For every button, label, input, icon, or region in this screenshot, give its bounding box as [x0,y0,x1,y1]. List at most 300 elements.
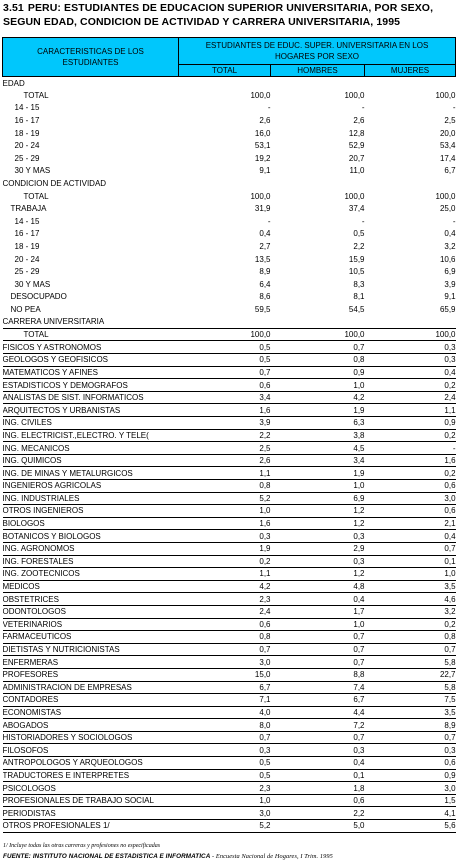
row-label: ING. MECANICOS [3,442,179,455]
cell-hombres: 5,0 [271,820,365,833]
table-row [3,454,456,467]
cell-mujeres [365,77,456,90]
cell-mujeres: 2,5 [444,116,456,126]
cell-total: 59,5 [254,304,271,314]
cell-mujeres: 3,0 [365,782,456,795]
table-row [3,127,456,140]
cell-total: 8,0 [179,719,271,732]
row-label: PSICOLOGOS [3,782,179,795]
cell-mujeres: - [365,442,456,455]
row-label: 20 - 24 [14,141,40,151]
cell-hombres: 100,0 [344,191,365,201]
table-row [3,530,456,543]
row-label: 25 - 29 [14,153,40,163]
row-label: 14 - 15 [14,103,40,113]
cell-hombres: 2,2 [271,807,365,820]
table-row [3,719,456,732]
row-label: 30 Y MAS [14,279,51,289]
cell-total: 2,6 [259,116,271,126]
table-body [3,77,456,833]
table-row [3,354,456,367]
cell-mujeres [365,316,456,329]
title-text-1: PERU: ESTUDIANTES DE EDUCACION SUPERIOR UNIVERSITARIA, POR SEXO, [27,2,434,14]
col-header-hombres: HOMBRES [271,65,365,77]
cell-hombres: 1,9 [271,467,365,480]
row-label: ING. ELECTRICIST.,ELECTRO. Y TELE( [3,429,179,442]
cell-total: 16,0 [254,128,271,138]
table-row [3,404,456,417]
table-row [3,542,456,555]
row-label: CARRERA UNIVERSITARIA [3,316,179,329]
cell-hombres: 1,8 [271,782,365,795]
cell-total: 5,2 [179,492,271,505]
cell-hombres: 0,7 [271,341,365,354]
cell-total: 2,7 [259,242,271,252]
cell-total: - [267,216,271,226]
table-row [3,391,456,404]
table-row [3,505,456,518]
cell-total: 0,2 [179,555,271,568]
cell-mujeres: 0,2 [365,429,456,442]
cell-mujeres: 65,9 [439,304,456,314]
cell-hombres: 0,1 [271,769,365,782]
cell-hombres: 2,9 [271,542,365,555]
table-row [3,757,456,770]
cell-hombres: 2,2 [353,242,365,252]
cell-mujeres: 7,5 [365,694,456,707]
cell-total: 0,4 [259,229,271,239]
table-row [3,492,456,505]
table-row [3,341,456,354]
cell-mujeres: 100,0 [365,328,456,341]
cell-mujeres: 10,6 [439,254,456,264]
table-row [3,240,456,253]
stub-header: CARACTERISTICAS DE LOS ESTUDIANTES [3,38,179,77]
cell-total: 4,2 [179,580,271,593]
row-label: FISICOS Y ASTRONOMOS [3,341,179,354]
source-label: FUENTE: INSTITUTO NACIONAL DE ESTADISTICA E INFORMATICA [3,853,211,860]
cell-total: 3,0 [179,807,271,820]
row-label: ING. CIVILES [3,417,179,430]
cell-hombres: 0,5 [353,229,365,239]
row-label: ODONTOLOGOS [3,605,179,618]
cell-mujeres: 0,3 [365,744,456,757]
cell-hombres: 4,2 [271,391,365,404]
cell-total: 2,2 [179,429,271,442]
cell-mujeres: 17,4 [439,153,456,163]
row-label: ING. ZOOTECNICOS [3,568,179,581]
row-label: DESOCUPADO [10,292,67,302]
table-row [3,442,456,455]
cell-total: - [267,103,271,113]
row-label: HISTORIADORES Y SOCIOLOGOS [3,731,179,744]
cell-hombres: 37,4 [348,204,365,214]
cell-mujeres: 0,4 [365,530,456,543]
cell-total [179,77,271,90]
row-label: ING. FORESTALES [3,555,179,568]
table-row [3,820,456,833]
cell-hombres: 6,3 [271,417,365,430]
table-row [3,215,456,228]
row-label: INGENIEROS AGRICOLAS [3,480,179,493]
table-row [3,782,456,795]
row-label: TRABAJA [10,204,47,214]
cell-mujeres: 0,4 [365,366,456,379]
cell-mujeres: 2,4 [365,391,456,404]
cell-total: 19,2 [254,153,271,163]
table-row [3,265,456,278]
cell-mujeres: 1,6 [365,454,456,467]
table-row [3,278,456,291]
cell-hombres: 0,3 [271,530,365,543]
cell-total: 1,6 [179,517,271,530]
col-header-mujeres: MUJERES [365,65,456,77]
cell-mujeres: 9,1 [444,292,456,302]
cell-total: 2,4 [179,605,271,618]
table-row [3,480,456,493]
row-label: 30 Y MAS [14,166,51,176]
cell-hombres: 1,0 [271,379,365,392]
cell-total: 100,0 [250,90,271,100]
cell-hombres: 4,4 [271,706,365,719]
cell-total: 0,8 [179,480,271,493]
table-row [3,165,456,178]
cell-total: 9,1 [259,166,271,176]
row-label: VETERINARIOS [3,618,179,631]
cell-total: 3,0 [179,656,271,669]
cell-hombres: 0,9 [271,366,365,379]
cell-hombres: 1,2 [271,568,365,581]
cell-mujeres: 0,7 [365,643,456,656]
cell-total: 0,7 [179,366,271,379]
cell-total: 0,5 [179,354,271,367]
cell-total: 100,0 [179,328,271,341]
row-label: TOTAL [3,328,179,341]
row-label: BIOLOGOS [3,517,179,530]
cell-mujeres: 0,7 [365,542,456,555]
cell-hombres: 4,5 [271,442,365,455]
cell-hombres [271,77,365,90]
row-label: TOTAL [23,191,49,201]
cell-total: 1,0 [179,505,271,518]
cell-mujeres: 0,4 [444,229,456,239]
cell-mujeres: 1,5 [365,794,456,807]
cell-total: 0,6 [179,379,271,392]
table-row [3,429,456,442]
cell-mujeres: 3,0 [365,492,456,505]
cell-total: 3,4 [179,391,271,404]
cell-hombres: 1,7 [271,605,365,618]
cell-mujeres: 20,0 [439,128,456,138]
table-row [3,555,456,568]
table-row [3,152,456,165]
cell-total: 6,7 [179,681,271,694]
table-row [3,794,456,807]
row-label: 25 - 29 [14,267,40,277]
cell-hombres: 20,7 [348,153,365,163]
cell-hombres: 0,8 [271,354,365,367]
cell-hombres: 0,4 [271,593,365,606]
row-label: OTROS INGENIEROS [3,505,179,518]
cell-hombres: 0,7 [271,731,365,744]
row-label: GEOLOGOS Y GEOFISICOS [3,354,179,367]
cell-hombres: 2,6 [353,116,365,126]
cell-hombres: 1,0 [271,480,365,493]
row-label: ING. DE MINAS Y METALURGICOS [3,467,179,480]
row-label: ING. INDUSTRIALES [3,492,179,505]
row-label: PROFESIONALES DE TRABAJO SOCIAL [3,794,179,807]
cell-total: 0,5 [179,341,271,354]
table-row [3,190,456,203]
cell-total: 8,6 [259,292,271,302]
cell-mujeres: 0,8 [365,631,456,644]
cell-total: 5,2 [179,820,271,833]
table-row [3,366,456,379]
cell-hombres: 8,3 [353,279,365,289]
cell-total: 1,6 [179,404,271,417]
cell-hombres [271,177,365,190]
cell-hombres: 100,0 [271,328,365,341]
cell-hombres: 52,9 [348,141,365,151]
table-row [3,706,456,719]
table-row [3,631,456,644]
cell-mujeres: 5,8 [365,681,456,694]
cell-total: 0,8 [179,631,271,644]
cell-hombres: 0,7 [271,643,365,656]
table-row [3,769,456,782]
cell-hombres: - [361,216,365,226]
cell-mujeres: 53,4 [439,141,456,151]
table-row [3,291,456,304]
cell-mujeres: 1,1 [365,404,456,417]
row-label: ECONOMISTAS [3,706,179,719]
row-label: MEDICOS [3,580,179,593]
cell-mujeres [365,177,456,190]
table-row [3,668,456,681]
table-row [3,114,456,127]
cell-total: 2,6 [179,454,271,467]
row-label: OTROS PROFESIONALES 1/ [3,820,179,833]
source-detail: - Encuesta Nacional de Hogares, I Trim. 1995 [210,853,333,860]
cell-total: 53,1 [254,141,271,151]
title-line-2: SEGUN EDAD, CONDICION DE ACTIVIDAD Y CARRERA UNIVERSITARIA, 1995 [3,16,401,28]
cell-total: 2,3 [179,593,271,606]
cell-total: 15,0 [179,668,271,681]
table-row [3,731,456,744]
cell-mujeres: 22,7 [365,668,456,681]
cell-hombres: 0,7 [271,631,365,644]
row-label: PERIODISTAS [3,807,179,820]
cell-mujeres: 0,3 [365,354,456,367]
cell-total: 8,9 [259,267,271,277]
table-number: 3.51 [3,2,24,14]
row-label: ANALISTAS DE SIST. INFORMATICOS [3,391,179,404]
row-label: TRADUCTORES E INTERPRETES [3,769,179,782]
row-label: 20 - 24 [14,254,40,264]
cell-hombres: 12,8 [348,128,365,138]
cell-hombres: 10,5 [348,267,365,277]
row-label: NO PEA [10,304,41,314]
row-label: PROFESORES [3,668,179,681]
table-row [3,417,456,430]
cell-total: 1,1 [179,467,271,480]
cell-mujeres: 6,9 [444,267,456,277]
row-label: ING. QUIMICOS [3,454,179,467]
cell-hombres: 15,9 [348,254,365,264]
table-row [3,656,456,669]
col-header-total: TOTAL [179,65,271,77]
row-label: ING. AGRONOMOS [3,542,179,555]
cell-total: 31,9 [254,204,271,214]
table-row [3,568,456,581]
cell-total: 0,3 [179,530,271,543]
cell-mujeres: 0,9 [365,417,456,430]
cell-hombres: 0,7 [271,656,365,669]
table-row [3,605,456,618]
cell-total: 0,5 [179,757,271,770]
table-row [3,102,456,115]
statistics-table [2,37,456,833]
row-label: ESTADISTICOS Y DEMOGRAFOS [3,379,179,392]
cell-mujeres: - [452,216,456,226]
cell-hombres: 0,4 [271,757,365,770]
table-title [3,1,455,29]
cell-mujeres: 0,7 [365,731,456,744]
row-label: ARQUITECTOS Y URBANISTAS [3,404,179,417]
cell-hombres: 7,2 [271,719,365,732]
table-row [3,177,456,190]
cell-total: 0,7 [179,731,271,744]
cell-hombres: 11,0 [349,166,365,176]
cell-total: 100,0 [250,191,271,201]
cell-hombres: 1,2 [271,505,365,518]
cell-total: 7,1 [179,694,271,707]
table-row [3,807,456,820]
row-label: CONTADORES [3,694,179,707]
cell-total [179,316,271,329]
cell-mujeres: 25,0 [439,204,456,214]
cell-hombres: 6,9 [271,492,365,505]
row-label: TOTAL [23,90,49,100]
cell-mujeres: 1,0 [365,568,456,581]
row-label: 18 - 19 [14,128,40,138]
row-label: ENFERMERAS [3,656,179,669]
cell-mujeres: 0,2 [365,467,456,480]
cell-mujeres: 0,9 [365,769,456,782]
cell-mujeres: 4,1 [365,807,456,820]
row-label: DIETISTAS Y NUTRICIONISTAS [3,643,179,656]
cell-mujeres: 0,6 [365,505,456,518]
cell-mujeres: 100,0 [435,90,456,100]
cell-total: 13,5 [254,254,271,264]
table-row [3,580,456,593]
row-label: OBSTETRICES [3,593,179,606]
table-row [3,228,456,241]
cell-hombres: 1,2 [271,517,365,530]
cell-total: 3,9 [179,417,271,430]
row-label: 18 - 19 [14,242,40,252]
footnote: 1/ Incluye todas las otras carreras y profesiones no especificadas [3,843,161,849]
cell-total: 4,0 [179,706,271,719]
row-label: ANTROPOLOGOS Y ARQUEOLOGOS [3,757,179,770]
cell-hombres: 7,4 [271,681,365,694]
cell-total: 0,5 [179,769,271,782]
cell-total: 0,6 [179,618,271,631]
table-row [3,316,456,329]
row-label: EDAD [2,78,25,88]
cell-hombres: 0,3 [271,744,365,757]
table-row [3,593,456,606]
table-row [3,202,456,215]
cell-total: 1,1 [179,568,271,581]
row-label: 14 - 15 [14,216,40,226]
cell-hombres: 0,3 [271,555,365,568]
cell-hombres: 3,8 [271,429,365,442]
cell-hombres: 6,7 [271,694,365,707]
cell-hombres [271,316,365,329]
table-row [3,77,456,90]
cell-hombres: 8,8 [271,668,365,681]
cell-hombres: 8,1 [353,292,365,302]
cell-mujeres: 0,6 [365,757,456,770]
cell-hombres: 54,5 [348,304,365,314]
cell-total: 1,0 [179,794,271,807]
row-label: ADMINISTRACION DE EMPRESAS [3,681,179,694]
row-label: 16 - 17 [14,116,40,126]
table-row [3,643,456,656]
table-row [3,303,456,316]
source-note [3,852,333,861]
title-line-1 [3,1,455,15]
cell-mujeres: 3,5 [365,580,456,593]
cell-mujeres: 3,5 [365,706,456,719]
row-label: MATEMATICOS Y AFINES [3,366,179,379]
cell-total: 0,3 [179,744,271,757]
cell-mujeres: 0,2 [365,618,456,631]
cell-hombres: 1,9 [271,404,365,417]
cell-hombres: 3,4 [271,454,365,467]
cell-mujeres: 3,2 [444,242,456,252]
cell-total: 0,7 [179,643,271,656]
table-row [3,253,456,266]
cell-mujeres: 0,6 [365,480,456,493]
table-row [3,89,456,102]
table-row [3,744,456,757]
row-label: FARMACEUTICOS [3,631,179,644]
cell-hombres: 4,8 [271,580,365,593]
cell-hombres: - [361,103,365,113]
cell-total: 6,4 [259,279,271,289]
cell-mujeres: 5,6 [365,820,456,833]
row-label: CONDICION DE ACTIVIDAD [2,179,107,189]
cell-mujeres: 100,0 [435,191,456,201]
cell-mujeres: 3,9 [444,279,456,289]
table-row [3,681,456,694]
table-row [3,618,456,631]
cell-hombres: 100,0 [344,90,365,100]
cell-mujeres: 8,9 [365,719,456,732]
cell-total: 1,9 [179,542,271,555]
cell-mujeres: 0,3 [365,341,456,354]
table-row [3,328,456,341]
cell-mujeres: 4,6 [365,593,456,606]
cell-total: 2,5 [179,442,271,455]
cell-total: 2,3 [179,782,271,795]
cell-total [179,177,271,190]
table-header [3,38,456,77]
cell-mujeres: 2,1 [365,517,456,530]
table-row [3,139,456,152]
